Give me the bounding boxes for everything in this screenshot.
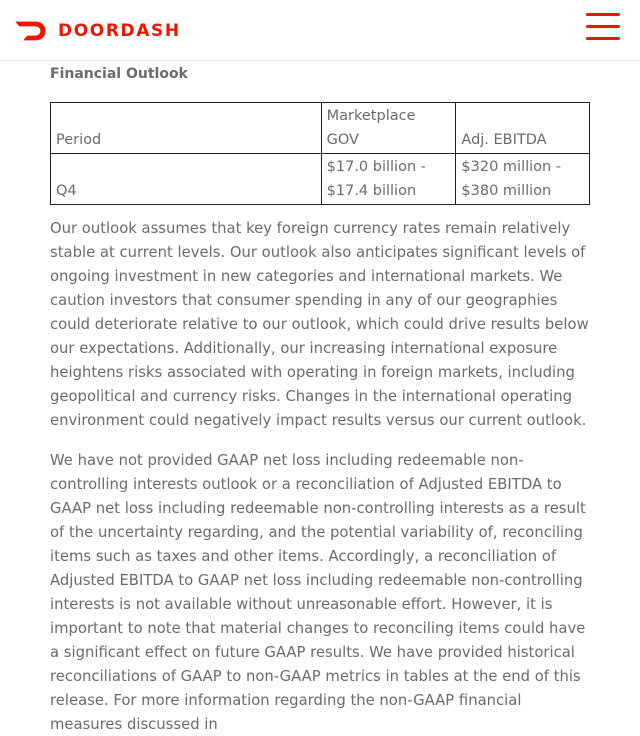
cell-adj-ebitda bbox=[456, 154, 590, 205]
menu-bar-top bbox=[586, 13, 620, 16]
table-row bbox=[51, 154, 590, 205]
outlook-assumptions-paragraph: Our outlook assumes that key foreign currency rates remain relatively stable at current levels. Our outlook also anticipates significant levels of ongoing investment in new categories and international markets. We caution investors that consumer spending in any of our geographies could deteriorate relative to our outlook, which could drive results below our expectations. Additionally, our increasing international exposure heightens risks associated with operating in foreign markets, including geopolitical and currency risks. Changes in the international operating environment could negatively impact results versus our current outlook. bbox=[50, 220, 589, 429]
header-period bbox=[51, 103, 322, 154]
cell-gov-line1: $17.0 billion - bbox=[326, 159, 426, 175]
table-header-row bbox=[51, 103, 590, 154]
hamburger-menu-icon[interactable] bbox=[586, 12, 622, 42]
doordash-wordmark: DOORDASH bbox=[58, 21, 181, 41]
cell-period bbox=[51, 154, 322, 205]
header-marketplace-gov bbox=[321, 103, 456, 154]
non-gaap-disclaimer-paragraph: We have not provided GAAP net loss including redeemable non-controlling interests outlook or a reconciliation of Adjusted EBITDA to GAAP net loss including redeemable non-controlling interests as a result of the uncertainty regarding, and the potential variability of, reconciling items such as taxes and other items. Accordingly, a reconciliation of Adjusted EBITDA to GAAP net loss including redeemable non-controlling interests is not available without unreasonable effort. However, it is important to note that material changes to reconciling items could have a significant effect on future GAAP results. We have provided historical reconciliations of GAAP to non-GAAP metrics in tables at the end of this release. For more information regarding the non-GAAP financial measures discussed in bbox=[50, 452, 586, 733]
cell-gov-line2: $17.4 billion bbox=[326, 183, 417, 199]
header-period-label: Period bbox=[56, 132, 102, 148]
cell-period-value: Q4 bbox=[56, 183, 77, 199]
header-gov-line2: GOV bbox=[326, 132, 359, 148]
header-ebitda-label: Adj. EBITDA bbox=[461, 132, 547, 148]
cell-ebitda-line2: $380 million bbox=[461, 183, 552, 199]
header-gov-line1: Marketplace bbox=[326, 108, 416, 124]
header-adj-ebitda bbox=[456, 103, 590, 154]
cell-marketplace-gov bbox=[321, 154, 456, 205]
menu-bar-middle bbox=[586, 25, 620, 28]
cell-ebitda-line1: $320 million - bbox=[461, 159, 562, 175]
doordash-dash-icon bbox=[14, 21, 46, 41]
financial-outlook-table bbox=[50, 102, 590, 205]
menu-bar-bottom bbox=[586, 37, 620, 40]
financial-outlook-heading: Financial Outlook bbox=[50, 66, 188, 82]
site-header bbox=[0, 0, 640, 61]
doordash-logo-link[interactable] bbox=[14, 18, 181, 44]
